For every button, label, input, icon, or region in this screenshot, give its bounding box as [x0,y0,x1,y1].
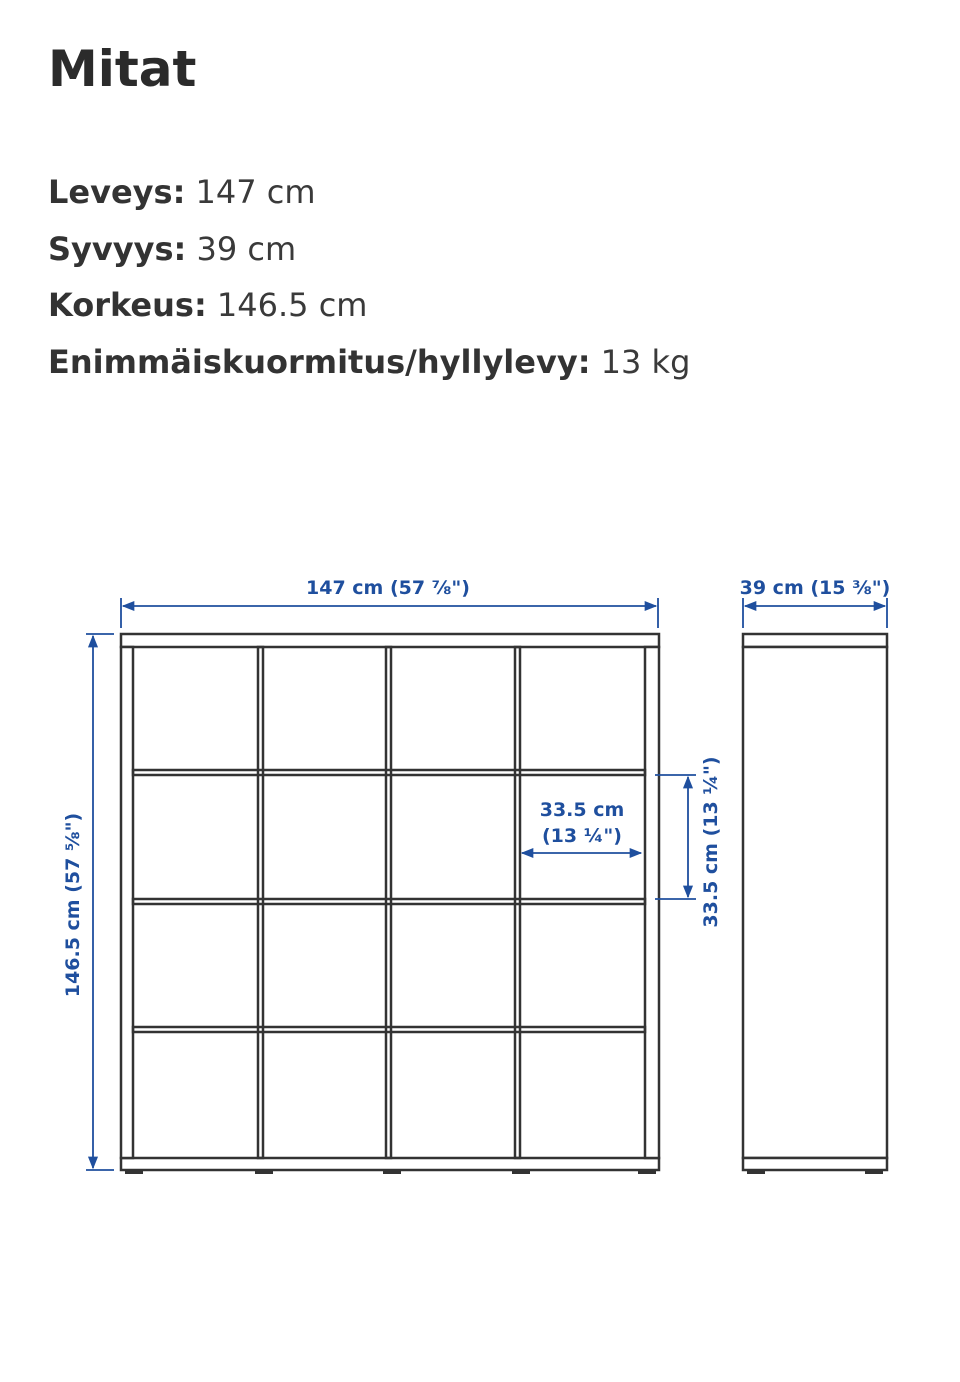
shelf-divider [515,647,520,1158]
depth-dimension [743,598,887,628]
cell-width-label-line1: 33.5 cm [539,799,625,821]
spec-width [48,164,690,221]
shelf-front-view [121,634,659,1170]
spec-label: Syvyys: [48,229,187,268]
page-title: Mitat [48,40,197,98]
shelf-base-board [121,1158,659,1170]
spec-height [48,277,690,334]
cell-width-label-line2: (13 ¼") [542,825,622,847]
specs-list [48,164,690,390]
depth-label: 39 cm (15 ⅜") [739,577,891,599]
width-dimension [121,598,658,628]
height-label: 146.5 cm (57 ⅝") [62,812,84,998]
spec-depth [48,221,690,278]
spec-max-load [48,334,690,391]
width-label: 147 cm (57 ⅞") [306,577,470,599]
shelf-side-view [743,634,887,1170]
cell-height-label: 33.5 cm (13 ¼") [700,756,722,928]
side-panel [743,647,887,1158]
shelf-board [133,899,645,904]
shelf-board [133,770,645,775]
side-base-board [743,1158,887,1170]
shelf-board [133,1027,645,1032]
spec-value: 13 kg [600,342,691,381]
spec-value: 39 cm [196,229,297,268]
shelf-divider [386,647,391,1158]
dimension-diagram [0,560,960,1200]
spec-label: Korkeus: [48,286,207,324]
shelf-left-side [121,647,133,1158]
shelf-right-side [645,647,659,1158]
spec-label: Leveys: [48,173,186,211]
height-dimension [86,634,114,1170]
spec-label: Enimmäiskuormitus/hyllylevy: [48,342,591,381]
spec-value: 147 cm [195,173,316,211]
side-top-board [743,634,887,647]
shelf-divider [258,647,263,1158]
cell-height-dimension [655,775,696,899]
shelf-top-board [121,634,659,647]
spec-value: 146.5 cm [216,286,368,324]
